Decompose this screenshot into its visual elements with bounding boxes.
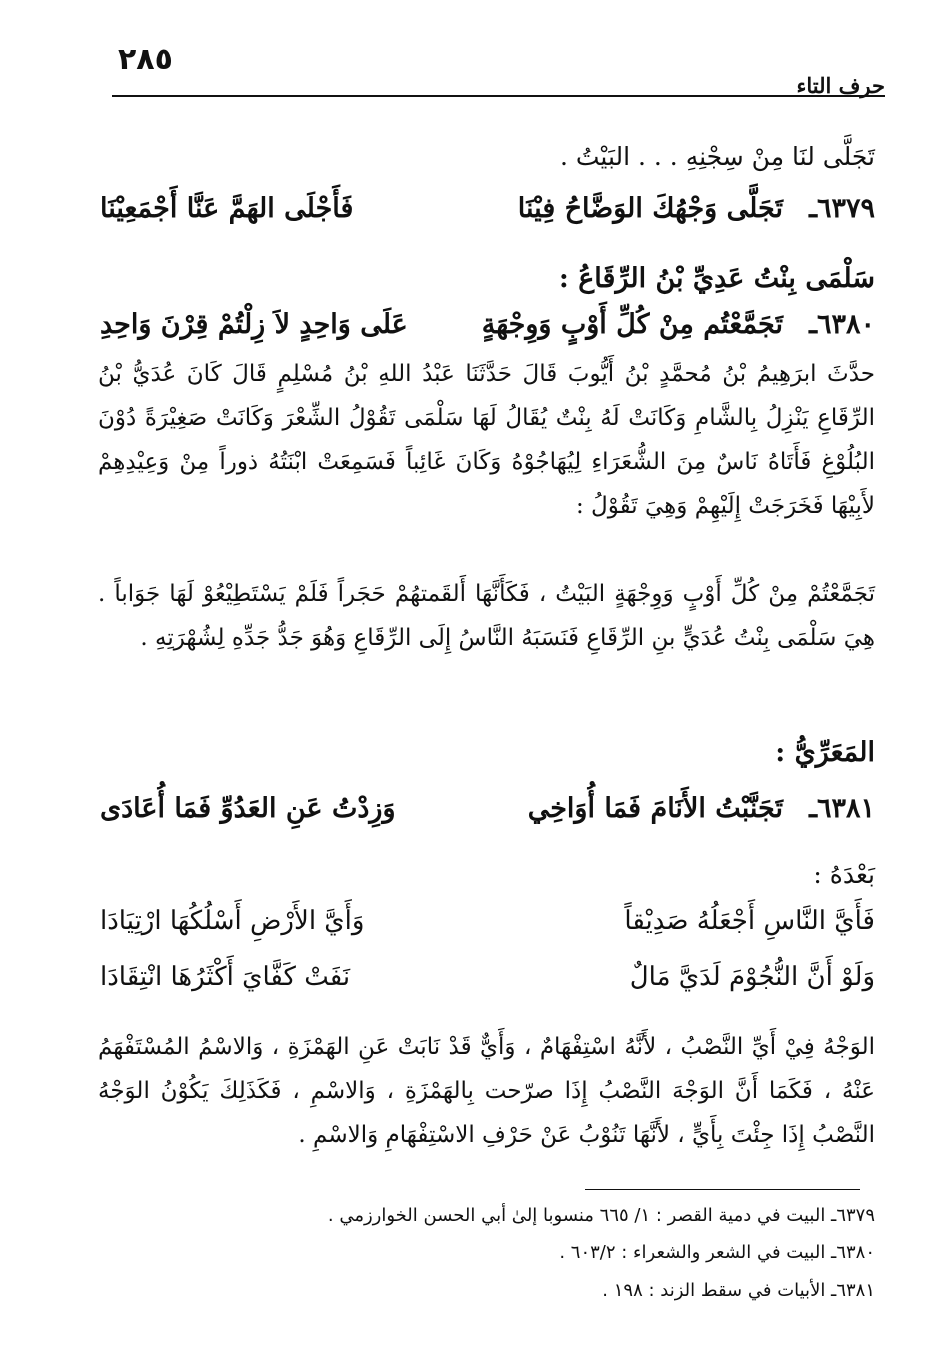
verse-number: ٦٣٨١ـ	[809, 793, 875, 824]
verse-hemistich-second: فَأَجْلَى الهَمَّ عَنَّا أَجْمَعِيْنَا	[100, 193, 354, 224]
grammar-paragraph: الوَجْهُ فِيْ أَيِّ النَّصْبُ ، لأَنَّهُ اسْتِفْهَامٌ ، وَأَيٌّ قَدْ نَابَتْ عَنِ الهَمْزَةِ ، وَالاسْمُ المُسْتَفْهَمُ عَنْهُ ، فَكَمَا أَنَّ الوَجْهَ النَّصْبُ إِذَا صرّحت بِالهَمْزَةِ ، وَالاسْمِ ، فَكَذَلِكَ يَكُوْنُ الوَجْهُ النَّصْبُ إِذَا جِئْتَ بِأَيٍّ ، لأَنَّهَا تَنُوْبُ عَنْ حَرْفِ الاسْتِفْهَامِ وَالاسْمِ .	[98, 1034, 875, 1148]
verse-6380	[100, 309, 875, 353]
poet-heading: سَلْمَى بِنْتُ عَدِيِّ بْنُ الرِّقَاعُ :	[558, 263, 875, 294]
verse-6381	[100, 793, 875, 837]
header-rule	[112, 95, 885, 97]
narrative-paragraph: حدَّثَ ابرَهِيمُ بْنُ مُحمَّدٍ بْنُ أَيُّوبَ قَالَ حَدَّثَنَا عَبْدُ اللهِ بْنُ مُسْلِمٍ قَالَ كَانَ عُدَيُّ بْنُ الرِّقَاعِ يَنْزِلُ بِالشَّامِ وَكَانَتْ لَهُ بِنْتٌ يُقَالُ لَهَا سَلْمَى تَقُوْلُ الشِّعْرَ وَكَانَتْ صَغِيْرَةً دُوْنَ البُلُوْغِ فَأَتَاهُ نَاسٌ مِنَ الشُّعَرَاءِ لِيُهَاجُوْهُ وَكَانَ غَائِباً فَسَمِعَتْ ابْنَتُهُ ذوراً مِنْ وَعِيْدِهِمْ لأَبِيْهَا فَخَرَجَتْ إِلَيْهِمْ وَهِيَ تَقُوْلُ :	[98, 361, 875, 519]
verse-6379	[100, 193, 875, 237]
verse-hemistich-first: تَجَنَّبْتُ الأَنَامَ فَمَا أُوَاخِي	[527, 793, 783, 824]
footnote-rule	[585, 1189, 860, 1190]
verse-number: ٦٣٨٠ـ	[809, 309, 875, 340]
following-label: بَعْدَهُ :	[813, 860, 875, 889]
running-header: حرف التاء	[796, 73, 885, 98]
verse-hemistich-first: تَجَلَّى وَجْهُكَ الوَضَّاحُ فِيْنَا	[517, 193, 783, 224]
footnote: ٦٣٨١ـ الأبيات في سقط الزند : ١٩٨ .	[602, 1280, 875, 1301]
opening-line: تَجَلَّى لنَا مِنْ سِجْنِهِ . . . البَيْتُ .	[559, 142, 875, 171]
verse-hemistich-first: فَأَيَّ النَّاسِ أَجْعَلُهُ صَدِيْقاً	[624, 906, 875, 936]
poet-heading: المَعَرِّيُّ :	[775, 737, 875, 768]
verse-hemistich-first: وَلَوْ أَنَّ النُّجُوْمَ لَدَيَّ مَالٌ	[629, 962, 875, 992]
commentary-paragraph: تَجَمَّعْتُمْ مِنْ كُلِّ أَوْبٍ وَوِجْهَةٍ البَيْتُ ، فَكَأَنَّهَا أَلقَمتهُمْ حَجَراً فَلَمْ يَسْتَطِيْعُوْ لَهَا جَوَاباً . هِيَ سَلْمَى بِنْتُ عُدَيٍّ بنِ الرِّقَاعِ فَنَسَبَهُ النَّاسُ إِلَى الرِّقَاعِ وَهُوَ جَدُّ جَدِّهِ لِشُهْرَتِهِ .	[98, 581, 875, 651]
verse-hemistich-second: وَزِدْتُ عَنِ العَدُوِّ فَمَا أُعَادَى	[100, 793, 396, 824]
footnote: ٦٣٧٩ـ البيت في دمية القصر : ١/ ٦٦٥ منسوبا إلىٰ أبي الحسن الخوارزمي .	[327, 1205, 875, 1226]
page-number: ٢٨٥	[118, 42, 173, 77]
verse-following-1	[100, 906, 875, 950]
verse-number: ٦٣٧٩ـ	[809, 193, 875, 224]
verse-hemistich-second: وَأَيَّ الأَرْضِ أَسْلُكُهَا ارْتِيَادَا	[100, 906, 365, 936]
verse-hemistich-second: نَفَتْ كَفَّايَ أَكْثَرُهَا انْتِقَادَا	[100, 962, 351, 992]
verse-hemistich-second: عَلَى وَاحِدٍ لاَ زِلْتُمْ قِرْنَ وَاحِدِ	[100, 309, 408, 340]
verse-following-2	[100, 962, 875, 1006]
verse-hemistich-first: تَجَمَّعْتُم مِنْ كُلِّ أَوْبٍ وَوِجْهَةٍ	[481, 309, 783, 340]
footnote: ٦٣٨٠ـ البيت في الشعر والشعراء : ٦٠٣/٢ .	[559, 1242, 875, 1263]
